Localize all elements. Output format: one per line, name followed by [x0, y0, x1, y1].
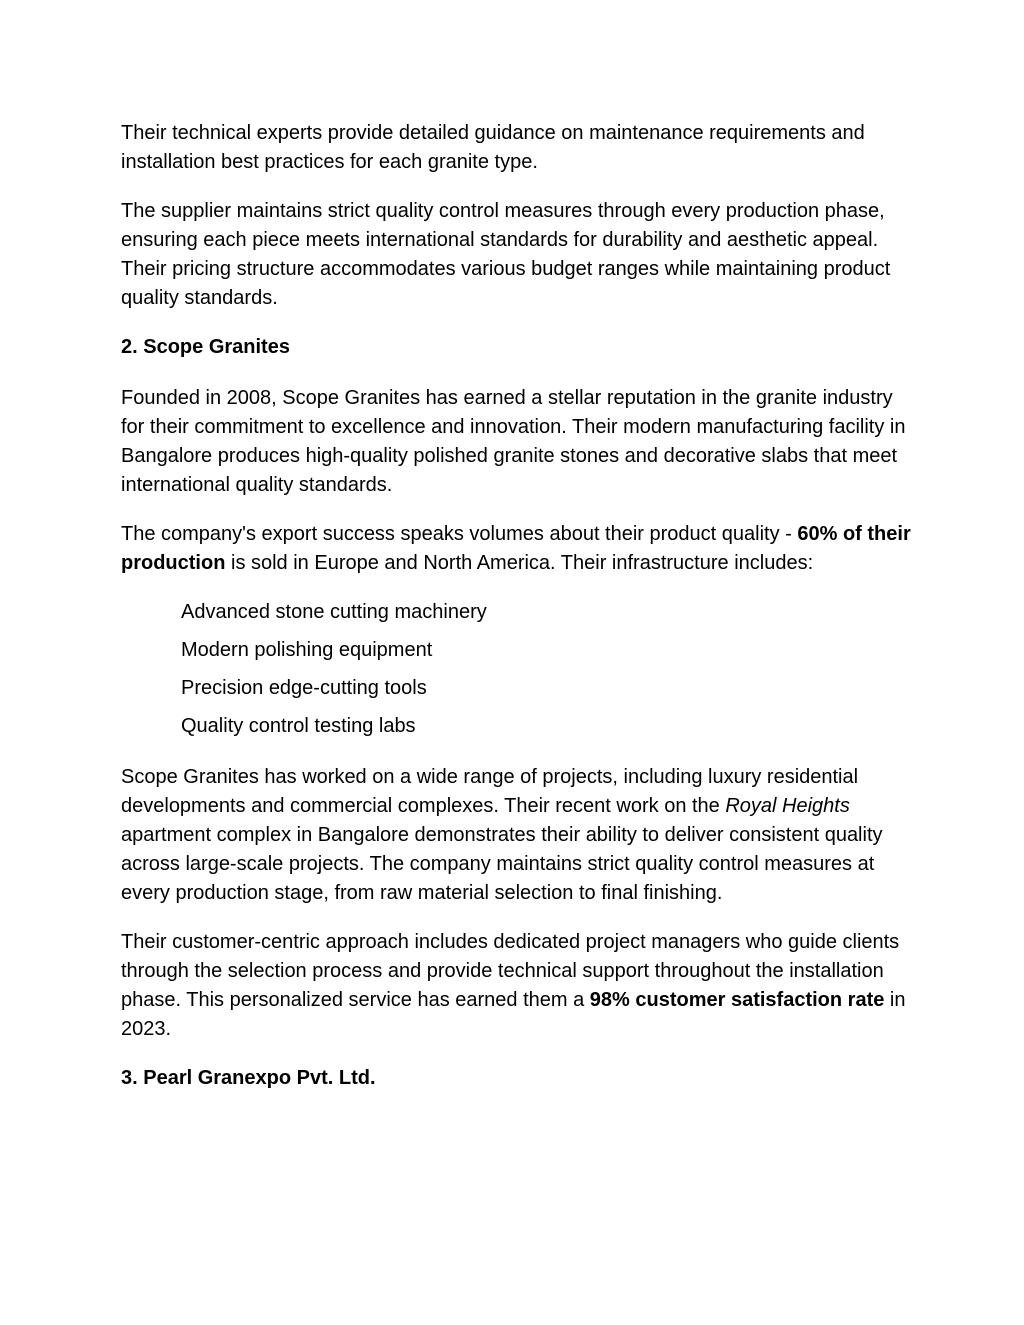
list-item: Precision edge-cutting tools: [181, 677, 427, 699]
export-text-after: is sold in Europe and North America. Their infrastructure includes:: [225, 552, 814, 574]
section-heading-pearl-granexpo: 3. Pearl Granexpo Pvt. Ltd.: [121, 1067, 376, 1089]
list-item: Quality control testing labs: [181, 715, 416, 737]
projects-text-after: apartment complex in Bangalore demonstrates their ability to deliver consistent quality across large-scale projects. The company maintains strict quality control measures at every production stage, from raw material selection to final finishing.: [121, 824, 883, 904]
document-page: [121, 119, 911, 1115]
section-heading-scope-granites: 2. Scope Granites: [121, 336, 290, 358]
paragraph-projects: [121, 763, 911, 908]
paragraph-export-success: [121, 520, 911, 578]
export-highlight: 60% of their production: [121, 523, 911, 574]
infrastructure-list: [121, 598, 911, 741]
paragraph-technical-experts: Their technical experts provide detailed guidance on maintenance requirements and installation best practices for each granite type.: [121, 122, 865, 173]
paragraph-founded: Founded in 2008, Scope Granites has earned a stellar reputation in the granite industry for their commitment to excellence and innovation. Their modern manufacturing facility in Bangalore produces high-quality polished granite stones and decorative slabs that meet international quality standards.: [121, 387, 906, 496]
paragraph-quality-control: The supplier maintains strict quality control measures through every production phase, ensuring each piece meets international standards for durability and aesthetic appeal. Their pricing structure accommodates various budget ranges while maintaining product quality standards.: [121, 200, 891, 309]
project-name: Royal Heights: [725, 795, 850, 817]
list-item: Advanced stone cutting machinery: [181, 601, 487, 623]
customer-text-before: Their customer-centric approach includes dedicated project managers who guide clients through the selection process and provide technical support throughout the installation phase. This personalized service has earned them a: [121, 931, 900, 1011]
satisfaction-highlight: 98% customer satisfaction rate: [589, 989, 885, 1011]
paragraph-customer-centric: [121, 928, 911, 1044]
customer-text-after: in 2023.: [121, 989, 906, 1040]
export-text-before: The company's export success speaks volumes about their product quality -: [121, 523, 798, 545]
list-item: Modern polishing equipment: [181, 639, 433, 661]
projects-text-before: Scope Granites has worked on a wide range of projects, including luxury residential developments and commercial complexes. Their recent work on the: [121, 766, 859, 817]
